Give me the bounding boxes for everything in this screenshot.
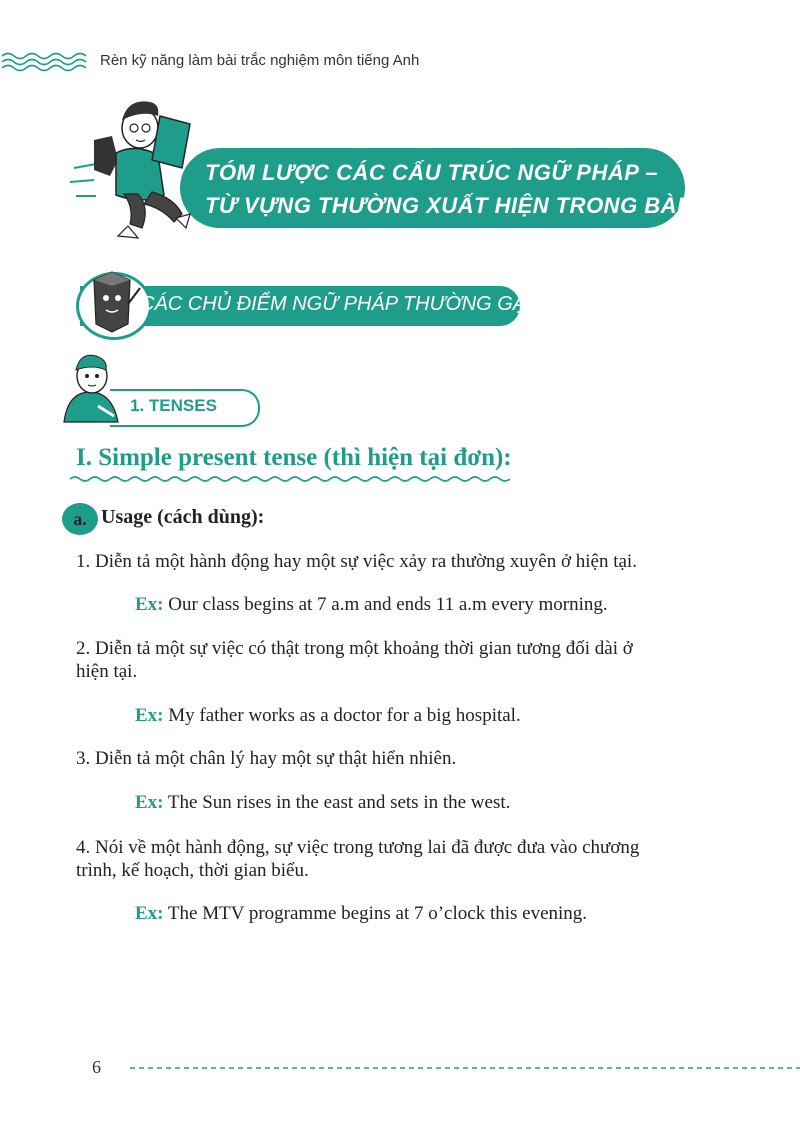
header-title: Rèn kỹ năng làm bài trắc nghiệm môn tiếng Anh (100, 52, 420, 69)
example-text: Our class begins at 7 a.m and ends 11 a.m every morning. (168, 594, 608, 615)
item-2-text-line-2: hiện tại. (76, 661, 138, 682)
item-1-example (135, 594, 608, 616)
ex-label: Ex: (135, 705, 164, 726)
tenses-label: 1. TENSES (130, 396, 217, 415)
thinking-boy-illustration (58, 352, 124, 424)
usage-badge: a. (62, 503, 98, 535)
title-line-1: TÓM LƯỢC CÁC CẤU TRÚC NGỮ PHÁP – (205, 160, 658, 185)
item-1-text: 1. Diễn tả một hành động hay một sự việc xảy ra thường xuyên ở hiện tại. (76, 551, 637, 572)
pencil-teacher-icon (82, 270, 142, 338)
header-wave-decoration (0, 50, 96, 74)
footer-dashed-line (130, 1066, 800, 1070)
running-boy-illustration (66, 98, 216, 243)
topic-banner-label: CÁC CHỦ ĐIỂM NGỮ PHÁP THƯỜNG GẶP (140, 293, 540, 315)
ex-label: Ex: (135, 903, 164, 924)
item-2-example (135, 705, 521, 727)
item-4-text-line-1: 4. Nói về một hành động, sự việc trong tương lai đã được đưa vào chương (76, 837, 640, 858)
item-3-example (135, 792, 510, 814)
section-title-underline (70, 474, 510, 484)
usage-title: Usage (cách dùng): (101, 506, 265, 528)
ex-label: Ex: (135, 594, 164, 615)
item-3-text: 3. Diễn tả một chân lý hay một sự thật hiển nhiên. (76, 748, 457, 769)
item-4-text-line-2: trình, kế hoạch, thời gian biểu. (76, 860, 309, 881)
title-line-2: TỪ VỰNG THƯỜNG XUẤT HIỆN TRONG BÀI THI (205, 193, 728, 218)
item-4-example (135, 903, 587, 925)
page-number: 6 (92, 1057, 101, 1077)
item-2-text-line-1: 2. Diễn tả một sự việc có thật trong một khoảng thời gian tương đối dài ở (76, 638, 633, 659)
section-title: I. Simple present tense (thì hiện tại đơn): (76, 444, 512, 471)
example-text: My father works as a doctor for a big hospital. (168, 705, 521, 726)
example-text: The MTV programme begins at 7 o’clock this evening. (167, 903, 588, 924)
example-text: The Sun rises in the east and sets in the west. (167, 792, 511, 813)
ex-label: Ex: (135, 792, 164, 813)
